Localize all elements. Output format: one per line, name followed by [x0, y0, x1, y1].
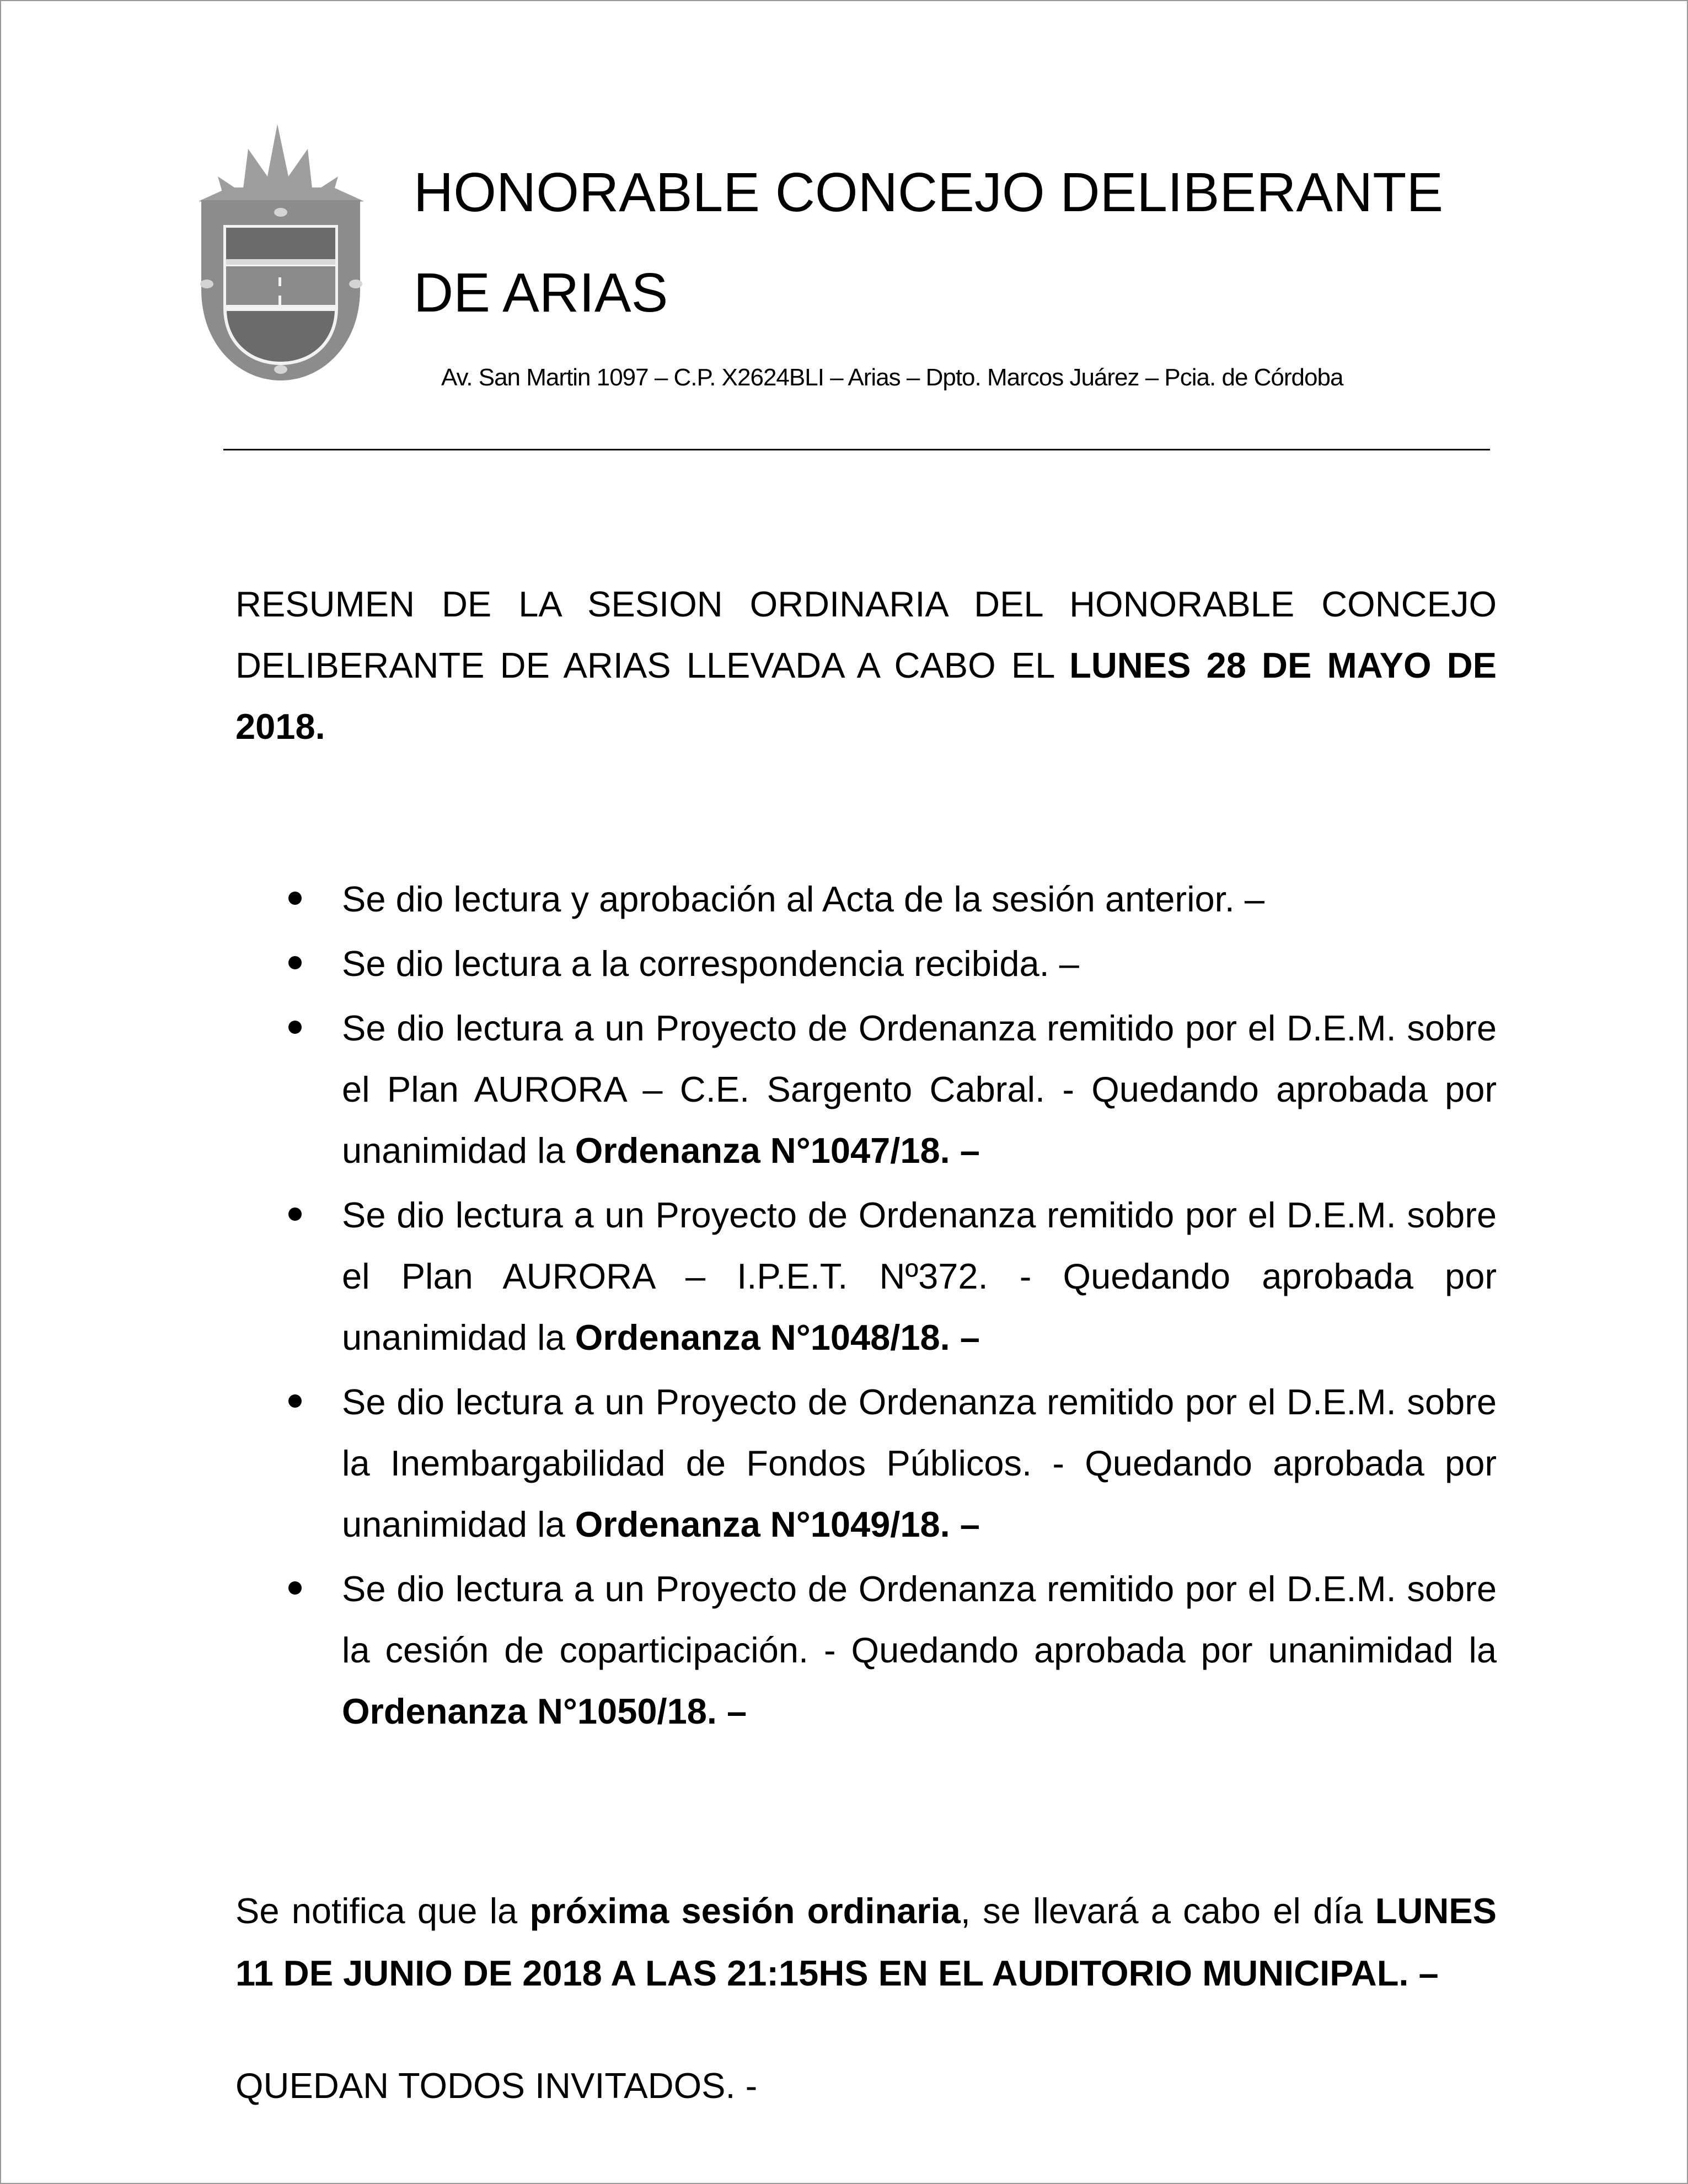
- notice-text-1: Se notifica que la: [235, 1891, 530, 1931]
- list-item: [235, 933, 1497, 994]
- header-address: Av. San Martin 1097 – C.P. X2624BLI – Arias – Dpto. Marcos Juárez – Pcia. de Córdoba: [441, 364, 1343, 391]
- notice-text-2: , se llevará a cabo el día: [960, 1891, 1375, 1931]
- bullet-icon: [288, 1208, 302, 1221]
- intro-paragraph: [235, 573, 1497, 757]
- notice-date-place: LUNES 11 DE JUNIO DE 2018 A LAS 21:15HS EN EL AUDITORIO MUNICIPAL. –: [235, 1891, 1497, 1993]
- list-item-bold: Ordenanza N°1047/18. –: [575, 1130, 980, 1171]
- closing-invitation: QUEDAN TODOS INVITADOS. -: [235, 2065, 758, 2106]
- list-item-text: Se dio lectura a un Proyecto de Ordenanza remitido por el D.E.M. sobre el Plan AURORA – I.P.E.T. Nº372. - Quedando aprobada por unanimidad la: [342, 1195, 1497, 1357]
- bullet-icon: [288, 1394, 302, 1408]
- list-item-text: Se dio lectura a la correspondencia recibida. –: [342, 943, 1079, 984]
- intro-date: LUNES 28 DE MAYO DE 2018.: [235, 645, 1497, 747]
- bullet-icon: [288, 1021, 302, 1034]
- session-items-list: [235, 868, 1497, 1745]
- next-session-notice: [235, 1880, 1497, 2004]
- list-item-text: Se dio lectura a un Proyecto de Ordenanza remitido por el D.E.M. sobre el Plan AURORA – C.E. Sargento Cabral. - Quedando aprobada por unanimidad la: [342, 1008, 1497, 1171]
- list-item-bold: Ordenanza N°1049/18. –: [575, 1504, 980, 1544]
- list-item: [235, 997, 1497, 1181]
- header-title-line1: HONORABLE CONCEJO DELIBERANTE: [414, 162, 1444, 223]
- bullet-icon: [288, 1581, 302, 1595]
- intro-text: RESUMEN DE LA SESION ORDINARIA DEL HONORABLE CONCEJO DELIBERANTE DE ARIAS LLEVADA A CABO EL: [235, 584, 1497, 685]
- list-item-text: Se dio lectura y aprobación al Acta de la sesión anterior. –: [342, 879, 1264, 919]
- coat-of-arms-icon: [196, 124, 367, 386]
- shield-inner: [223, 225, 338, 365]
- bullet-icon: [288, 892, 302, 905]
- list-item: [235, 1184, 1497, 1368]
- list-item: [235, 868, 1497, 930]
- header-title-line2: DE ARIAS: [414, 262, 668, 324]
- list-item: [235, 1371, 1497, 1555]
- list-item: [235, 1558, 1497, 1742]
- list-item-text: Se dio lectura a un Proyecto de Ordenanza remitido por el D.E.M. sobre la Inembargabilidad de Fondos Públicos. - Quedando aprobada por unanimidad la: [342, 1382, 1497, 1544]
- list-item-bold: Ordenanza N°1050/18. –: [342, 1691, 747, 1731]
- header-divider: [223, 449, 1490, 450]
- list-item-bold: Ordenanza N°1048/18. –: [575, 1317, 980, 1357]
- notice-next-session: próxima sesión ordinaria: [529, 1891, 961, 1931]
- bullet-icon: [288, 956, 302, 969]
- list-item-text: Se dio lectura a un Proyecto de Ordenanza remitido por el D.E.M. sobre la cesión de coparticipación. - Quedando aprobada por unanimidad la: [342, 1569, 1497, 1670]
